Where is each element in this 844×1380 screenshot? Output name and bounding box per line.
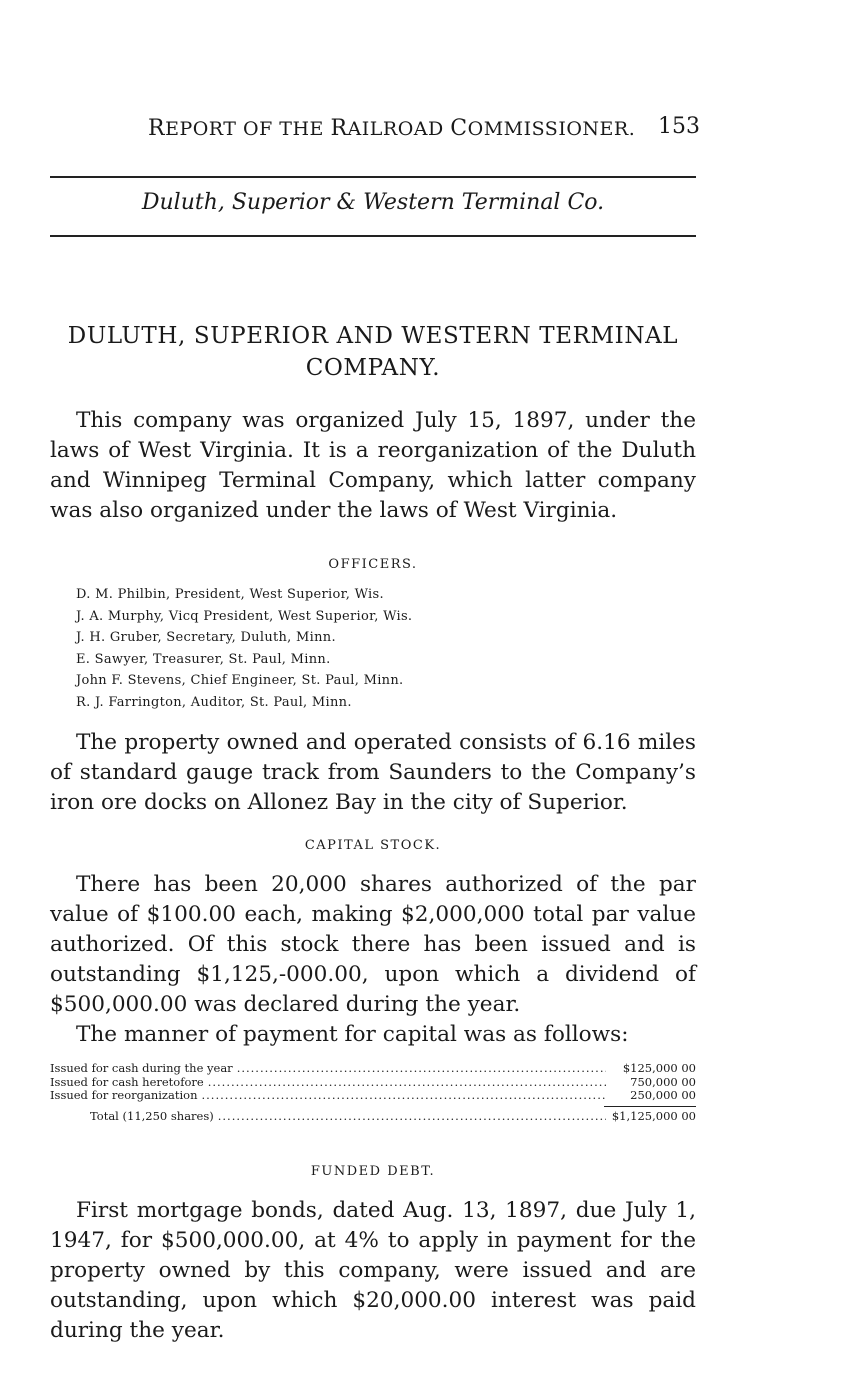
- total-amount: $1,125,000 00: [611, 1108, 696, 1123]
- running-title-cap-4: C: [450, 116, 468, 141]
- row-amount: 750,000 00: [630, 1074, 696, 1089]
- capital-stock-paragraph-text: There has been 20,000 shares authorized of the par value of $100.00 each, making $2,000,000 total par value authorized. Of this stock there has been issued and is outstanding $1,125,-000.00, upon which a dividend of $500,000.00 was declared during the year.: [50, 872, 696, 1017]
- article-title: [50, 320, 696, 384]
- running-title-word-3: AILROAD: [347, 118, 444, 140]
- officer-item: J. H. Gruber, Secretary, Duluth, Minn.: [76, 630, 336, 646]
- running-title-cap-1: R: [148, 116, 166, 141]
- row-label: Issued for cash heretofore: [50, 1074, 204, 1089]
- officer-item: J. A. Murphy, Vicq President, West Superior, Wis.: [76, 608, 413, 624]
- funded-debt-paragraph-text: First mortgage bonds, dated Aug. 13, 1897, due July 1, 1947, for $500,000.00, at 4% to apply in payment for the property owned by this company, were issued and are outstanding, upon which $20,000.00 interest was paid during the year.: [50, 1198, 696, 1343]
- running-title: [148, 116, 635, 141]
- officer-item: E. Sawyer, Treasurer, St. Paul, Minn.: [76, 651, 331, 667]
- officers-heading: OFFICERS.: [328, 557, 418, 572]
- officer-item: D. M. Philbin, President, West Superior, Wis.: [76, 587, 384, 602]
- table-row: [50, 1076, 696, 1090]
- article-title-line-1: DULUTH, SUPERIOR AND WESTERN TERMINAL: [67, 323, 679, 349]
- total-label: Total (11,250 shares): [90, 1108, 214, 1123]
- running-title-word-2: OF THE: [243, 118, 324, 140]
- officer-item: R. J. Farrington, Auditor, St. Paul, Minn.: [76, 694, 352, 710]
- table-row: [50, 1062, 696, 1076]
- row-label: Issued for cash during the year: [50, 1061, 233, 1075]
- leader-dots: [208, 1076, 606, 1090]
- row-amount: $125,000 00: [622, 1061, 696, 1075]
- property-paragraph-text: The property owned and operated consists of 6.16 miles of standard gauge track from Saunders to the Company’s iron ore docks on Allonez Bay in the city of Superior.: [50, 730, 696, 815]
- capital-stock-paragraph: [50, 870, 696, 1050]
- property-paragraph: [50, 728, 696, 818]
- capital-stock-heading: CAPITAL STOCK.: [304, 838, 442, 853]
- page-subheading: Duluth, Superior & Western Terminal Co.: [141, 190, 605, 215]
- total-rule: [604, 1106, 696, 1107]
- intro-paragraph: [50, 406, 696, 526]
- intro-paragraph-text: This company was organized July 15, 1897, under the laws of West Virginia. It is a reorganization of the Duluth and Winnipeg Terminal Company, which latter company was also organized under the laws of West Virginia.: [50, 408, 696, 523]
- header-rule-top: [50, 176, 696, 178]
- running-title-word-4: OMMISSIONER.: [467, 118, 636, 140]
- running-title-word-1: EPORT: [165, 118, 237, 140]
- row-amount: 250,000 00: [630, 1088, 696, 1102]
- officers-list: [76, 584, 412, 714]
- officer-item: John F. Stevens, Chief Engineer, St. Paul, Minn.: [76, 673, 404, 689]
- row-label: Issued for reorganization: [50, 1088, 198, 1102]
- funded-debt-paragraph: [50, 1196, 696, 1346]
- leader-dots: [201, 1089, 606, 1103]
- funded-debt-heading: FUNDED DEBT.: [310, 1164, 436, 1179]
- running-title-cap-3: R: [330, 116, 348, 141]
- page-number: 153: [658, 114, 700, 139]
- leader-dots: [218, 1110, 606, 1124]
- leader-dots: [237, 1062, 606, 1076]
- capital-payment-table: [50, 1062, 696, 1123]
- header-rule-bottom: [50, 235, 696, 237]
- article-title-line-2: COMPANY.: [305, 355, 441, 381]
- table-total-row: [50, 1110, 696, 1124]
- capital-stock-manner-line: The manner of payment for capital was as follows:: [76, 1022, 629, 1047]
- table-row: [50, 1089, 696, 1103]
